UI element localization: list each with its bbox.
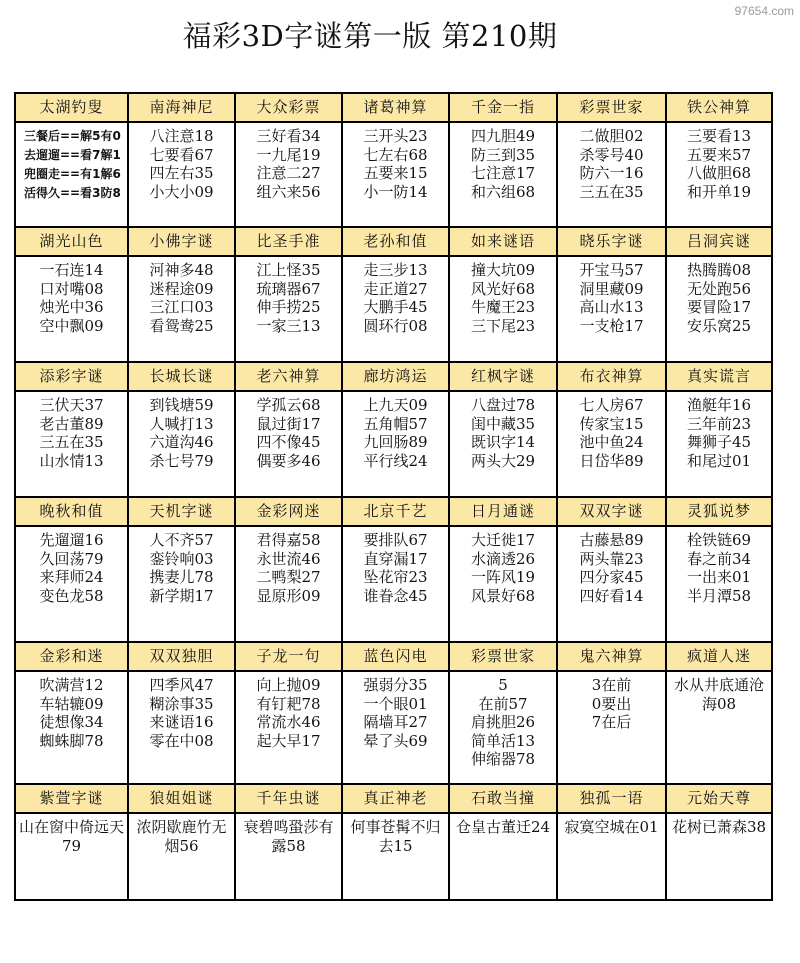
- riddle-cell: [235, 256, 342, 362]
- riddle-cell: [342, 391, 449, 497]
- column-header-cell: [15, 497, 128, 526]
- column-header-cell: [128, 227, 235, 256]
- riddle-line: 春之前34: [686, 549, 752, 568]
- riddle-line: 看鸳鸯25: [149, 316, 214, 335]
- column-header-cell: [15, 227, 128, 256]
- riddle-line: 烛光中36: [39, 298, 104, 316]
- column-header-cell: [557, 497, 666, 526]
- column-header-cell: [557, 642, 666, 671]
- riddle-line: 久回荡79: [39, 549, 104, 568]
- column-header-cell: [15, 93, 128, 122]
- riddle-cell: [449, 671, 557, 784]
- riddle-line: 携妻儿78: [149, 568, 214, 586]
- riddle-line: 无处跑56: [686, 279, 752, 298]
- column-header-cell: [15, 784, 128, 813]
- riddle-line: 水滴透26: [470, 549, 536, 568]
- column-header-cell: [235, 784, 342, 813]
- column-header-label: 湖光山色: [39, 232, 104, 250]
- riddle-cell: [15, 256, 128, 362]
- riddle-line: 八注意18: [149, 127, 214, 145]
- riddle-line: 河神多48: [149, 261, 214, 279]
- column-header-label: 日月通谜: [470, 502, 535, 520]
- riddle-line: 零在中08: [149, 731, 214, 750]
- riddle-line: 五角帽57: [363, 414, 428, 433]
- riddle-cell: [15, 526, 128, 642]
- riddle-cell: [557, 813, 666, 900]
- riddle-line: 0要出: [591, 694, 632, 713]
- riddle-line: 浓阴歇鹿竹无烟56: [136, 818, 227, 855]
- riddle-line: 山在窗中倚远天79: [18, 818, 124, 855]
- riddle-cell: [342, 813, 449, 900]
- riddle-line: 在前57: [478, 694, 528, 713]
- column-header-label: 鬼六神算: [579, 647, 644, 665]
- riddle-line: 一出来01: [686, 568, 752, 586]
- column-header-cell: [666, 227, 772, 256]
- riddle-line: 伸手捞25: [256, 298, 321, 316]
- column-header-cell: [342, 784, 449, 813]
- riddle-cell: [557, 122, 666, 227]
- riddle-line: 花树已萧森38: [671, 818, 767, 836]
- riddle-line: 杀七号79: [149, 451, 214, 470]
- riddle-line: 六道沟46: [149, 433, 214, 451]
- riddle-line: 五要来57: [686, 145, 752, 164]
- riddle-line: 君得嘉58: [256, 531, 321, 549]
- column-header-label: 子龙一句: [256, 647, 321, 665]
- riddle-line: 圆环行08: [363, 316, 428, 335]
- riddle-line: 渔艇年16: [686, 396, 752, 414]
- riddle-line: 组六来56: [256, 182, 321, 201]
- riddle-line: 四不像45: [256, 433, 321, 451]
- column-header-label: 双双字谜: [579, 502, 644, 520]
- column-header-label: 金彩网迷: [256, 502, 321, 520]
- column-header-cell: [557, 362, 666, 391]
- riddle-line: 人不齐57: [149, 531, 214, 549]
- riddle-line: 7在后: [591, 713, 632, 731]
- column-header-label: 老六神算: [256, 367, 321, 385]
- column-header-cell: [449, 93, 557, 122]
- riddle-cell: [557, 526, 666, 642]
- riddle-line: 注意二27: [256, 164, 321, 182]
- column-header-cell: [666, 497, 772, 526]
- riddle-line: 四九胆49: [470, 127, 536, 145]
- riddle-line: 起大早17: [256, 731, 321, 750]
- riddle-line: 老古董89: [39, 414, 104, 433]
- riddle-line: 防三到35: [470, 145, 536, 164]
- riddle-cell: [666, 256, 772, 362]
- riddle-line: 既识字14: [470, 433, 536, 451]
- content-row: [15, 671, 772, 784]
- riddle-line: 学孤云68: [256, 396, 321, 414]
- riddle-line: 水从井底通沧海08: [673, 676, 764, 713]
- riddle-cell: [235, 813, 342, 900]
- column-header-cell: [666, 362, 772, 391]
- column-header-label: 真正神老: [363, 789, 428, 807]
- riddle-line: 洞里藏09: [579, 279, 644, 298]
- content-row: [15, 813, 772, 900]
- riddle-line: 来拜师24: [39, 568, 104, 586]
- column-header-cell: [235, 227, 342, 256]
- riddle-line: 一个眼01: [363, 694, 428, 713]
- column-header-label: 蓝色闪电: [363, 647, 428, 665]
- riddle-line: 五要来15: [363, 164, 428, 182]
- riddle-cell: [128, 813, 235, 900]
- riddle-line: 何事苍髯不归去15: [350, 818, 441, 855]
- riddle-line: 吹满营12: [39, 676, 104, 694]
- column-header-label: 彩票世家: [579, 98, 644, 116]
- riddle-line: 常流水46: [256, 713, 321, 731]
- header-row: [15, 93, 772, 122]
- column-header-label: 石敢当撞: [470, 789, 535, 807]
- column-header-cell: [235, 362, 342, 391]
- riddle-line: 活得久==看3防8: [24, 186, 121, 200]
- column-header-label: 双双独胆: [149, 647, 214, 665]
- riddle-line: 三五在35: [579, 182, 644, 201]
- riddle-cell: [666, 526, 772, 642]
- riddle-cell: [557, 391, 666, 497]
- column-header-label: 金彩和迷: [39, 647, 104, 665]
- riddle-cell: [666, 813, 772, 900]
- column-header-label: 如来谜语: [470, 232, 535, 250]
- riddle-line: 日岱华89: [579, 451, 644, 470]
- riddle-line: 三五在35: [39, 433, 104, 451]
- column-header-cell: [666, 642, 772, 671]
- riddle-line: 三江口03: [149, 298, 214, 316]
- riddle-line: 衰碧鸣蛩莎有露58: [243, 818, 334, 855]
- page-title: 福彩3D字谜第一版 第210期: [182, 19, 558, 53]
- riddle-line: 栓铁链69: [686, 531, 752, 549]
- watermark-text: 97654.com: [734, 4, 794, 18]
- riddle-line: 闺中藏35: [470, 414, 536, 433]
- riddle-line: 风景好68: [470, 586, 536, 605]
- riddle-line: 一九尾19: [256, 145, 321, 164]
- riddle-cell: [128, 391, 235, 497]
- column-header-label: 真实谎言: [686, 367, 751, 385]
- riddle-line: 偶要多46: [256, 451, 321, 470]
- riddle-line: 小一防14: [363, 182, 428, 201]
- riddle-line: 简单活13: [470, 731, 536, 750]
- riddle-line: 一支枪17: [579, 316, 644, 335]
- riddle-line: 伸缩器78: [470, 750, 536, 768]
- riddle-cell: [235, 671, 342, 784]
- riddle-line: 开宝马57: [579, 261, 644, 279]
- riddle-line: 强弱分35: [363, 676, 428, 694]
- column-header-label: 布衣神算: [579, 367, 644, 385]
- riddle-line: 5: [498, 676, 508, 694]
- riddle-line: 显原形09: [256, 586, 321, 605]
- riddle-cell: [128, 671, 235, 784]
- column-header-label: 南海神尼: [149, 98, 214, 116]
- riddle-line: 大迁徙17: [470, 531, 536, 549]
- riddle-cell: [449, 813, 557, 900]
- column-header-label: 元始天尊: [686, 789, 751, 807]
- riddle-line: 防六一16: [579, 164, 644, 182]
- riddle-line: 去遛遛==看7解1: [24, 148, 121, 162]
- column-header-cell: [449, 784, 557, 813]
- column-header-label: 千年虫谜: [256, 789, 321, 807]
- riddle-line: 晕了头69: [363, 731, 428, 750]
- riddle-line: 大鹏手45: [363, 298, 428, 316]
- riddle-line: 3在前: [591, 676, 632, 694]
- header-row: [15, 497, 772, 526]
- column-header-cell: [342, 362, 449, 391]
- content-row: [15, 256, 772, 362]
- riddle-line: 一家三13: [256, 316, 321, 335]
- riddle-grid: [14, 92, 773, 901]
- column-header-cell: [128, 497, 235, 526]
- header-row: [15, 642, 772, 671]
- riddle-line: 到钱塘59: [149, 396, 214, 414]
- riddle-line: 三餐后==解5有0: [24, 129, 121, 143]
- riddle-line: 八做胆68: [686, 164, 752, 182]
- riddle-line: 热腾腾08: [686, 261, 752, 279]
- riddle-cell: [557, 256, 666, 362]
- riddle-line: 来谜语16: [149, 713, 214, 731]
- riddle-line: 舞狮子45: [686, 433, 752, 451]
- column-header-cell: [235, 642, 342, 671]
- riddle-line: 二鸭梨27: [256, 568, 321, 586]
- riddle-line: 谁眷念45: [363, 586, 428, 605]
- riddle-line: 坠花帘23: [363, 568, 428, 586]
- riddle-line: 七要看67: [149, 145, 214, 164]
- riddle-line: 銮铃响03: [149, 549, 214, 568]
- riddle-line: 四季风47: [149, 676, 214, 694]
- column-header-cell: [342, 93, 449, 122]
- riddle-cell: [666, 391, 772, 497]
- riddle-cell: [666, 671, 772, 784]
- riddle-line: 风光好68: [470, 279, 536, 298]
- riddle-line: 小大小09: [149, 182, 214, 201]
- header-row: [15, 362, 772, 391]
- column-header-cell: [666, 784, 772, 813]
- column-header-cell: [15, 362, 128, 391]
- riddle-line: 七人房67: [579, 396, 644, 414]
- column-header-cell: [342, 642, 449, 671]
- column-header-label: 千金一指: [470, 98, 535, 116]
- riddle-cell: [342, 122, 449, 227]
- riddle-cell: [449, 526, 557, 642]
- riddle-cell: [235, 526, 342, 642]
- riddle-line: 七注意17: [470, 164, 536, 182]
- riddle-line: 四分家45: [579, 568, 644, 586]
- column-header-cell: [666, 93, 772, 122]
- riddle-line: 两头大29: [470, 451, 536, 470]
- riddle-line: 走三步13: [363, 261, 428, 279]
- riddle-line: 兜圈走==有1解6: [24, 167, 121, 181]
- riddle-line: 撞大坑09: [470, 261, 536, 279]
- riddle-line: 平行线24: [363, 451, 428, 470]
- riddle-cell: [449, 256, 557, 362]
- column-header-cell: [128, 362, 235, 391]
- riddle-line: 池中鱼24: [579, 433, 644, 451]
- riddle-line: 两头靠23: [579, 549, 644, 568]
- column-header-label: 狼姐姐谜: [149, 789, 214, 807]
- riddle-cell: [342, 256, 449, 362]
- riddle-cell: [15, 122, 128, 227]
- riddle-line: 八盘过78: [470, 396, 536, 414]
- riddle-line: 三伏天37: [39, 396, 104, 414]
- riddle-cell: [342, 526, 449, 642]
- column-header-label: 老孙和值: [363, 232, 428, 250]
- riddle-line: 二做胆02: [579, 127, 644, 145]
- header-row: [15, 784, 772, 813]
- column-header-label: 天机字谜: [149, 502, 214, 520]
- riddle-line: 蜘蛛脚78: [39, 731, 104, 750]
- riddle-line: 新学期17: [149, 586, 214, 605]
- riddle-line: 迷程途09: [149, 279, 214, 298]
- column-header-label: 灵狐说梦: [686, 502, 751, 520]
- column-header-label: 太湖钓叟: [39, 98, 104, 116]
- riddle-line: 三开头23: [363, 127, 428, 145]
- column-header-label: 疯道人迷: [686, 647, 751, 665]
- riddle-cell: [128, 256, 235, 362]
- riddle-line: 肩挑胆26: [470, 713, 536, 731]
- column-header-cell: [449, 362, 557, 391]
- riddle-cell: [449, 122, 557, 227]
- column-header-label: 诸葛神算: [363, 98, 428, 116]
- riddle-line: 要排队67: [363, 531, 428, 549]
- riddle-cell: [235, 391, 342, 497]
- column-header-cell: [342, 227, 449, 256]
- column-header-label: 红枫字谜: [470, 367, 535, 385]
- riddle-line: 车轱辘09: [39, 694, 104, 713]
- riddle-cell: [15, 671, 128, 784]
- column-header-cell: [128, 784, 235, 813]
- content-row: [15, 391, 772, 497]
- riddle-cell: [128, 122, 235, 227]
- riddle-cell: [342, 671, 449, 784]
- riddle-cell: [15, 813, 128, 900]
- riddle-line: 三要看13: [686, 127, 752, 145]
- column-header-label: 长城长谜: [149, 367, 214, 385]
- column-header-label: 紫萱字谜: [39, 789, 104, 807]
- column-header-cell: [128, 642, 235, 671]
- riddle-line: 古藤悬89: [579, 531, 644, 549]
- riddle-line: 高山水13: [579, 298, 644, 316]
- riddle-line: 四左右35: [149, 164, 214, 182]
- riddle-line: 传家宝15: [579, 414, 644, 433]
- column-header-cell: [557, 227, 666, 256]
- riddle-line: 向上抛09: [256, 676, 321, 694]
- riddle-cell: [449, 391, 557, 497]
- column-header-cell: [449, 642, 557, 671]
- riddle-line: 三好看34: [256, 127, 321, 145]
- riddle-line: 牛魔王23: [470, 298, 536, 316]
- column-header-cell: [128, 93, 235, 122]
- column-header-label: 大众彩票: [256, 98, 321, 116]
- riddle-line: 三年前23: [686, 414, 752, 433]
- riddle-line: 鼠过街17: [256, 414, 321, 433]
- riddle-line: 走正道27: [363, 279, 428, 298]
- riddle-line: 仓皇古董迁24: [455, 818, 551, 836]
- content-row: [15, 526, 772, 642]
- riddle-cell: [128, 526, 235, 642]
- column-header-label: 比圣手准: [256, 232, 321, 250]
- content-row: [15, 122, 772, 227]
- column-header-label: 添彩字谜: [39, 367, 104, 385]
- column-header-label: 彩票世家: [470, 647, 535, 665]
- riddle-line: 七左右68: [363, 145, 428, 164]
- column-header-cell: [235, 497, 342, 526]
- riddle-line: 江上怪35: [256, 261, 321, 279]
- column-header-label: 北京千艺: [363, 502, 428, 520]
- riddle-line: 寂寞空城在01: [564, 818, 659, 836]
- column-header-label: 晚秋和值: [39, 502, 104, 520]
- riddle-line: 空中飘09: [39, 316, 104, 335]
- riddle-line: 先遛遛16: [39, 531, 104, 549]
- riddle-line: 糊涂事35: [149, 694, 214, 713]
- riddle-line: 安乐窝25: [686, 316, 752, 335]
- riddle-line: 九回肠89: [363, 433, 428, 451]
- riddle-cell: [235, 122, 342, 227]
- riddle-line: 变色龙58: [39, 586, 104, 605]
- riddle-line: 隔墙耳27: [363, 713, 428, 731]
- riddle-line: 直穿漏17: [363, 549, 428, 568]
- riddle-line: 一阵风19: [470, 568, 536, 586]
- column-header-label: 独孤一语: [579, 789, 644, 807]
- riddle-line: 人喊打13: [149, 414, 214, 433]
- riddle-line: 和尾过01: [686, 451, 752, 470]
- header-row: [15, 227, 772, 256]
- column-header-cell: [342, 497, 449, 526]
- riddle-line: 有钉耙78: [256, 694, 321, 713]
- riddle-line: 一石连14: [39, 261, 104, 279]
- column-header-label: 廊坊鸿运: [363, 367, 428, 385]
- column-header-label: 铁公神算: [686, 98, 751, 116]
- column-header-label: 小佛字谜: [149, 232, 214, 250]
- column-header-label: 晓乐字谜: [579, 232, 644, 250]
- riddle-line: 三下尾23: [470, 316, 536, 335]
- column-header-cell: [557, 784, 666, 813]
- column-header-cell: [15, 642, 128, 671]
- riddle-line: 半月潭58: [686, 586, 752, 605]
- riddle-line: 要冒险17: [686, 298, 752, 316]
- riddle-line: 杀零号40: [579, 145, 644, 164]
- riddle-line: 琉璃器67: [256, 279, 321, 298]
- riddle-cell: [666, 122, 772, 227]
- column-header-cell: [235, 93, 342, 122]
- riddle-line: 和六组68: [470, 182, 536, 201]
- column-header-cell: [449, 227, 557, 256]
- riddle-cell: [557, 671, 666, 784]
- riddle-line: 和开单19: [686, 182, 752, 201]
- riddle-line: 口对嘴08: [39, 279, 104, 298]
- riddle-line: 上九天09: [363, 396, 428, 414]
- riddle-cell: [15, 391, 128, 497]
- riddle-line: 四好看14: [579, 586, 644, 605]
- column-header-cell: [557, 93, 666, 122]
- column-header-label: 吕洞宾谜: [686, 232, 751, 250]
- riddle-line: 永世流46: [256, 549, 321, 568]
- riddle-line: 徒想像34: [39, 713, 104, 731]
- column-header-cell: [449, 497, 557, 526]
- riddle-line: 山水情13: [39, 451, 104, 470]
